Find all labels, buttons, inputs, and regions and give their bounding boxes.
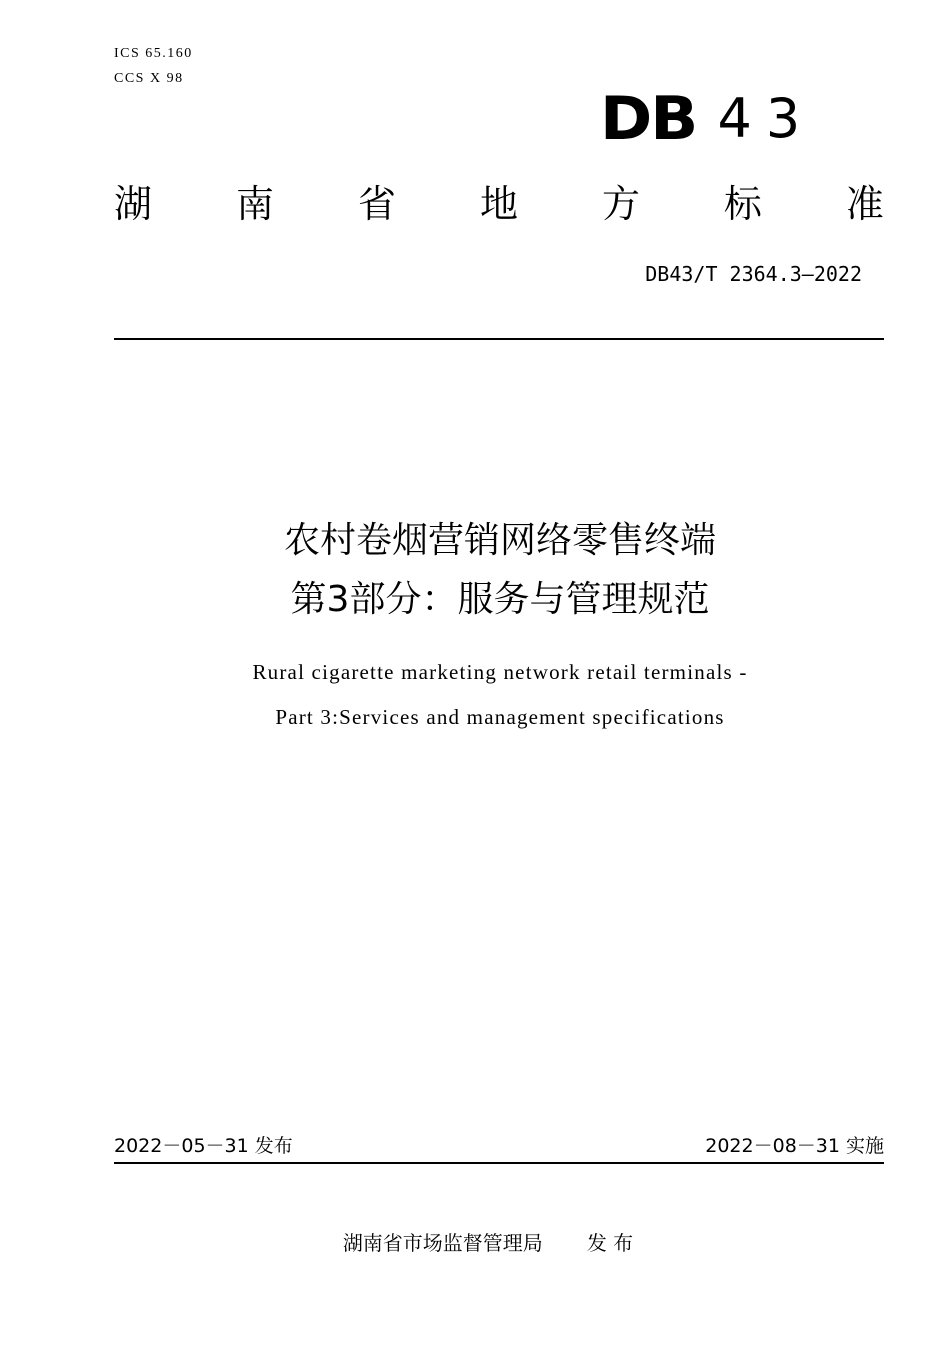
ccs-code: CCS X 98	[114, 71, 184, 86]
implementation-date: 2022－08－31 实施	[705, 1135, 884, 1157]
standard-type-heading	[114, 180, 884, 228]
standard-type-char: 地	[479, 182, 518, 226]
title-english-line-2: Part 3:Services and management specifications	[275, 705, 725, 729]
ics-code: ICS 65.160	[114, 46, 193, 61]
db-logo: DB	[600, 84, 697, 154]
standard-type-char: 标	[723, 182, 762, 226]
header-divider	[114, 338, 884, 340]
standard-type-char: 方	[601, 182, 640, 226]
publisher-line	[0, 1229, 950, 1257]
publisher-name: 湖南省市场监督管理局	[342, 1231, 543, 1255]
standard-number: DB43/T 2364.3—2022	[645, 262, 862, 286]
footer-divider	[114, 1162, 884, 1164]
title-chinese-line-2: 第3部分：服务与管理规范	[290, 579, 710, 620]
title-english-line-1: Rural cigarette marketing network retail terminals -	[252, 660, 748, 684]
publish-action: 发 布	[586, 1231, 634, 1255]
standard-type-char: 南	[235, 182, 274, 226]
standard-type-char: 省	[357, 182, 396, 226]
db-region-code: 43	[717, 87, 815, 150]
standard-type-char: 湖	[114, 182, 153, 226]
db-standard-mark	[600, 84, 815, 154]
standard-type-char: 准	[845, 182, 884, 226]
issue-date: 2022－05－31 发布	[114, 1135, 293, 1157]
title-chinese-line-1: 农村卷烟营销网络零售终端	[283, 520, 716, 561]
